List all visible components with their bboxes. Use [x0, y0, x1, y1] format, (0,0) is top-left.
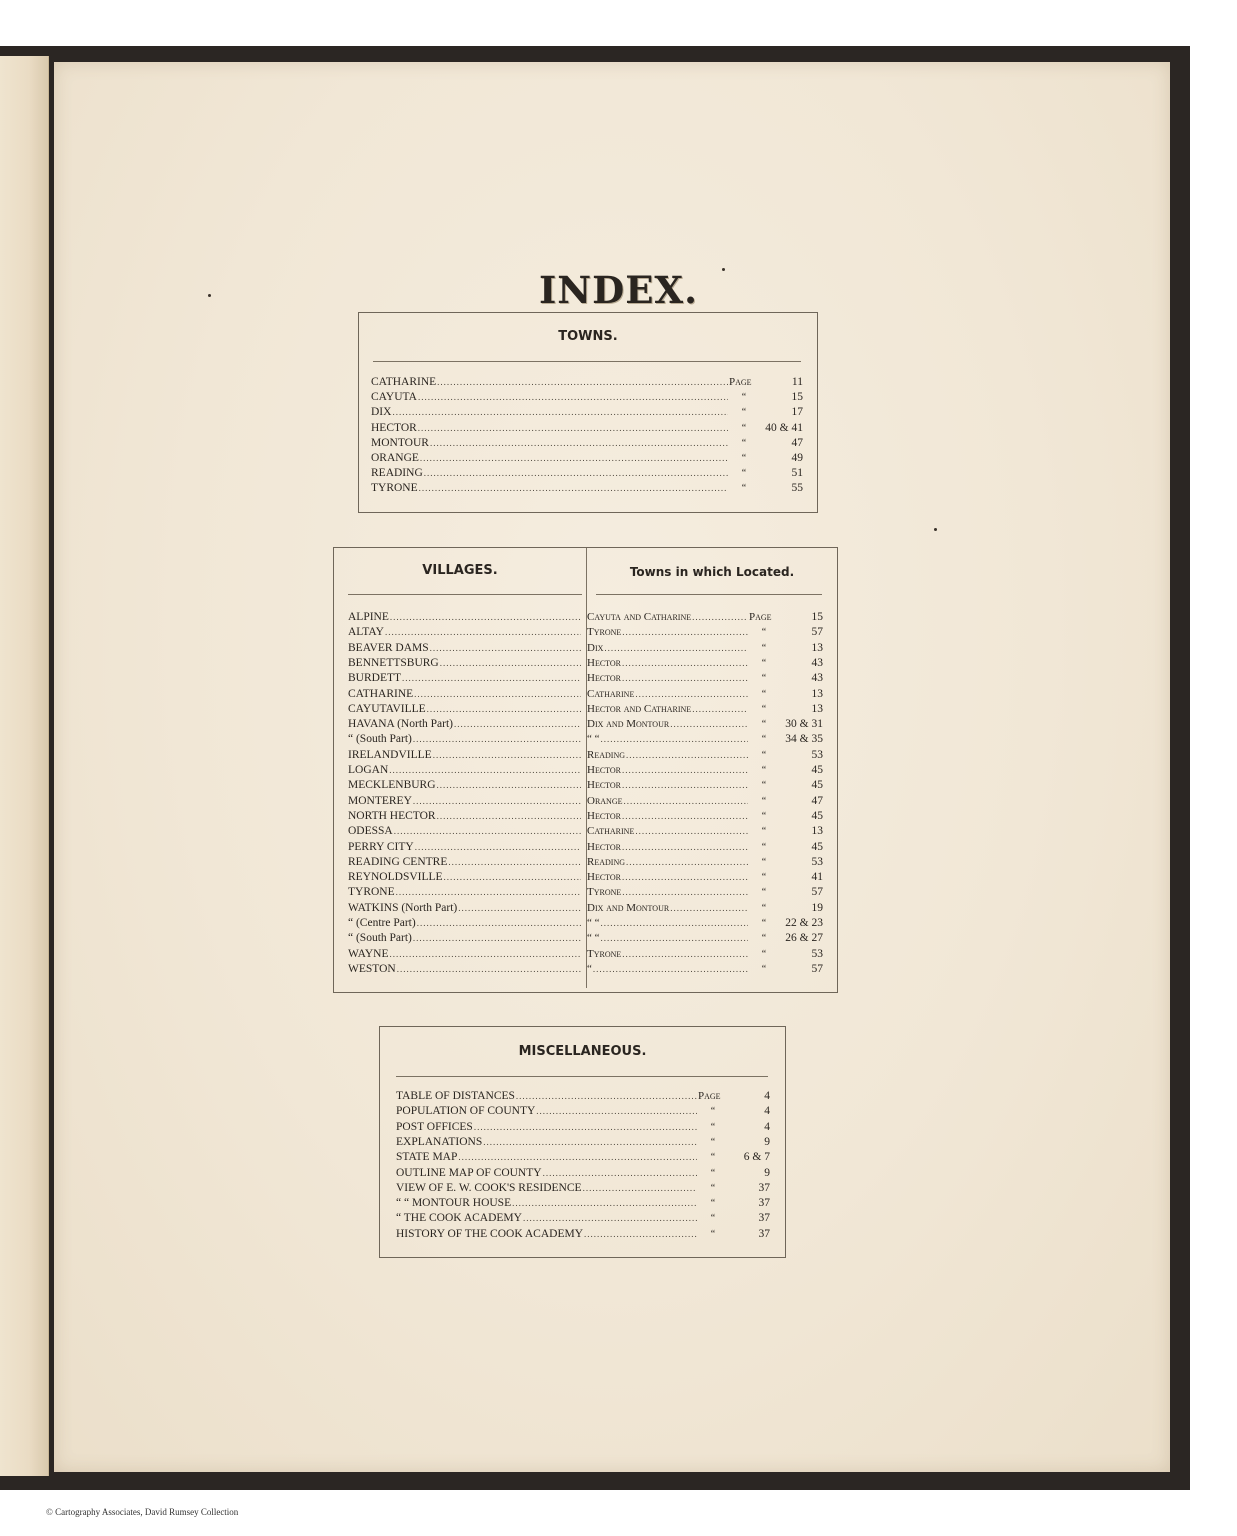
ditto-mark: “: [761, 841, 767, 853]
village-location-row: [587, 671, 823, 686]
leader-dots: [523, 1211, 697, 1226]
village-row: [348, 824, 582, 839]
page-number: 41: [811, 871, 823, 884]
page-number: 4: [764, 1090, 770, 1102]
village-name: NORTH HECTOR: [348, 809, 436, 822]
page-number: 4: [764, 1120, 770, 1133]
page-number: 45: [811, 809, 823, 822]
leader-dots: [394, 824, 581, 839]
leader-dots: [622, 947, 748, 962]
town-located: Tyrone: [587, 947, 622, 960]
ditto-mark: “: [710, 1106, 716, 1118]
index-row: [396, 1211, 770, 1226]
ditto-mark: “: [710, 1136, 716, 1148]
leader-dots: [402, 671, 581, 686]
leader-dots: [622, 763, 748, 778]
village-location-row: [587, 702, 823, 717]
page-number: 45: [811, 840, 823, 853]
town-located: Hector: [587, 840, 622, 853]
village-row: [348, 625, 582, 640]
village-name: ALTAY: [348, 626, 384, 639]
village-name: CAYUTAVILLE: [348, 702, 426, 715]
village-location-row: [587, 763, 823, 778]
index-row: [396, 1196, 770, 1211]
page-number: 15: [791, 391, 803, 404]
leader-dots: [483, 1135, 697, 1150]
leader-dots: [397, 962, 581, 977]
index-row: [371, 466, 803, 481]
ditto-mark: “: [761, 918, 767, 929]
leader-dots: [413, 931, 581, 946]
entry-name: TABLE OF DISTANCES: [396, 1090, 515, 1102]
leader-dots: [622, 840, 748, 855]
village-name: BURDETT: [348, 672, 402, 685]
page-number: 40 & 41: [765, 421, 803, 434]
villages-box: [333, 547, 838, 993]
leader-dots: [601, 931, 748, 946]
town-located: Hector: [587, 764, 622, 776]
entry-name: TYRONE: [371, 482, 418, 495]
located-heading: Towns in which Located.: [629, 565, 795, 579]
village-location-row: [587, 947, 823, 962]
town-located: Hector: [587, 656, 622, 669]
village-name: “ (South Part): [348, 932, 412, 945]
village-name: PERRY CITY: [348, 840, 414, 853]
leader-dots: [622, 671, 748, 686]
leader-dots: [454, 717, 581, 732]
leader-dots: [622, 625, 748, 640]
ditto-mark: “: [761, 703, 767, 715]
village-row: [348, 840, 582, 855]
village-name: MONTEREY: [348, 794, 412, 807]
village-row: [348, 732, 582, 747]
ditto-mark: “: [761, 795, 767, 807]
leader-dots: [635, 687, 748, 702]
town-located: “ “: [587, 932, 600, 945]
town-located: Dix and Montour: [587, 718, 670, 731]
page-number: 13: [811, 825, 823, 838]
entry-name: OUTLINE MAP OF COUNTY: [396, 1166, 542, 1179]
page-number: 43: [811, 656, 823, 669]
ditto-mark: “: [761, 719, 767, 731]
page-number: 53: [811, 947, 823, 960]
leader-dots: [396, 885, 581, 900]
town-located: Reading: [587, 855, 625, 868]
ditto-mark: “: [761, 688, 767, 700]
page-number: 45: [811, 779, 823, 792]
leader-dots: [512, 1196, 697, 1211]
page-number: 37: [758, 1212, 770, 1225]
entry-name: POST OFFICES: [396, 1120, 473, 1133]
leader-dots: [670, 717, 748, 732]
village-location-row: [587, 794, 823, 809]
village-row: [348, 763, 582, 778]
leader-dots: [437, 375, 728, 390]
index-row: [396, 1166, 770, 1181]
entry-name: POPULATION OF COUNTY: [396, 1105, 536, 1118]
leader-dots: [418, 390, 728, 405]
page-number: 34 & 35: [785, 733, 823, 746]
page-number: 55: [791, 482, 803, 495]
village-location-row: [587, 870, 823, 885]
village-row: [348, 870, 582, 885]
leader-dots: [419, 481, 728, 496]
leader-dots: [420, 451, 728, 466]
page-label: Page: [749, 611, 772, 623]
village-location-row: [587, 931, 823, 946]
page-number: 43: [811, 672, 823, 685]
town-located: “ “: [587, 917, 600, 929]
village-location-row: [587, 610, 823, 625]
page-number: 26 & 27: [785, 932, 823, 945]
village-row: [348, 656, 582, 671]
village-location-row: [587, 778, 823, 793]
index-row: [371, 451, 803, 466]
page-number: 57: [811, 962, 823, 975]
village-name: WATKINS (North Part): [348, 901, 458, 914]
ditto-mark: “: [741, 392, 747, 404]
page-label: Page: [729, 376, 752, 388]
index-row: [371, 421, 803, 436]
leader-dots: [601, 916, 748, 931]
leader-dots: [389, 947, 581, 962]
ditto-mark: “: [710, 1198, 716, 1210]
leader-dots: [692, 610, 748, 625]
index-row: [396, 1089, 770, 1104]
index-row: [396, 1104, 770, 1119]
town-located: Tyrone: [587, 626, 622, 639]
villages-heading: VILLAGES.: [422, 563, 498, 578]
leader-dots: [622, 656, 748, 671]
leader-dots: [474, 1120, 697, 1135]
village-location-row: [587, 748, 823, 763]
town-located: Dix and Montour: [587, 901, 670, 914]
index-row: [371, 405, 803, 420]
village-location-row: [587, 656, 823, 671]
ditto-mark: “: [761, 765, 767, 776]
village-name: MECKLENBURG: [348, 779, 436, 792]
leader-dots: [392, 405, 728, 420]
village-name: BENNETTSBURG: [348, 656, 439, 669]
village-name: ALPINE: [348, 611, 389, 623]
leader-dots: [670, 901, 748, 916]
page-number: 47: [791, 436, 803, 449]
village-row: [348, 610, 582, 625]
leader-dots: [458, 1150, 697, 1165]
towns-heading-rule: [373, 361, 801, 362]
ditto-mark: “: [761, 657, 767, 669]
leader-dots: [427, 702, 581, 717]
entry-name: “ “ MONTOUR HOUSE: [396, 1197, 512, 1210]
town-located: Tyrone: [587, 886, 622, 899]
page-number: 57: [811, 626, 823, 639]
village-row: [348, 702, 582, 717]
town-located: Dix: [587, 641, 604, 654]
entry-name: CAYUTA: [371, 391, 417, 404]
leader-dots: [437, 809, 581, 824]
village-location-row: [587, 717, 823, 732]
village-location-row: [587, 625, 823, 640]
entry-name: READING: [371, 467, 423, 480]
leader-dots: [626, 855, 748, 870]
entry-name: EXPLANATIONS: [396, 1135, 483, 1148]
leader-dots: [424, 466, 728, 481]
village-name: ODESSA: [348, 825, 393, 838]
village-name: HAVANA (North Part): [348, 718, 453, 731]
village-location-row: [587, 962, 823, 977]
town-located: Hector: [587, 779, 622, 792]
page-number: 17: [791, 406, 803, 419]
page-number: 51: [791, 467, 803, 480]
leader-dots: [635, 824, 748, 839]
village-location-row: [587, 824, 823, 839]
leader-dots: [385, 625, 581, 640]
entry-name: “ THE COOK ACADEMY: [396, 1212, 522, 1225]
ditto-mark: “: [761, 734, 767, 746]
ditto-mark: “: [761, 780, 767, 792]
town-located: Orange: [587, 794, 623, 807]
village-row: [348, 809, 582, 824]
village-name: WAYNE: [348, 947, 389, 960]
leader-dots: [430, 641, 581, 656]
page-number: 22 & 23: [785, 917, 823, 929]
page-number: 9: [764, 1166, 770, 1179]
ditto-mark: “: [761, 826, 767, 838]
leader-dots: [536, 1104, 697, 1119]
miscellaneous-heading: MISCELLANEOUS.: [518, 1044, 647, 1059]
leader-dots: [622, 809, 748, 824]
entry-name: MONTOUR: [371, 436, 429, 449]
miscellaneous-heading-rule: [396, 1076, 768, 1077]
page-number: 57: [811, 886, 823, 899]
village-row: [348, 687, 582, 702]
village-location-row: [587, 809, 823, 824]
leader-dots: [448, 855, 581, 870]
leader-dots: [433, 748, 581, 763]
leader-dots: [389, 763, 581, 778]
index-row: [371, 390, 803, 405]
leader-dots: [622, 870, 748, 885]
village-row: [348, 962, 582, 977]
village-row: [348, 901, 582, 916]
page-number: 15: [811, 611, 823, 623]
village-name: REYNOLDSVILLE: [348, 871, 443, 884]
ditto-mark: “: [710, 1152, 716, 1164]
village-row: [348, 641, 582, 656]
leader-dots: [414, 687, 581, 702]
village-name: TYRONE: [348, 886, 395, 899]
leader-dots: [584, 1227, 697, 1242]
ditto-mark: “: [741, 468, 747, 480]
page-number: 49: [791, 452, 803, 464]
ditto-mark: “: [741, 407, 747, 419]
village-row: [348, 671, 582, 686]
town-located: “ “: [587, 733, 600, 746]
town-located: Catharine: [587, 825, 635, 838]
towns-box: [358, 312, 818, 513]
miscellaneous-box: [379, 1026, 786, 1258]
leader-dots: [593, 962, 748, 977]
page-number: 30 & 31: [785, 718, 823, 731]
page-number: 45: [811, 764, 823, 776]
ditto-mark: “: [761, 963, 767, 975]
ditto-mark: “: [741, 437, 747, 449]
ditto-mark: “: [761, 902, 767, 914]
village-location-row: [587, 916, 823, 931]
village-name: CATHARINE: [348, 687, 414, 700]
page-title: INDEX.: [538, 268, 698, 312]
town-located: Hector and Catharine: [587, 702, 692, 715]
index-row: [396, 1120, 770, 1135]
ditto-mark: “: [761, 887, 767, 899]
page-number: 37: [758, 1227, 770, 1240]
index-row: [396, 1150, 770, 1165]
village-location-row: [587, 687, 823, 702]
leader-dots: [413, 794, 581, 809]
village-row: [348, 931, 582, 946]
entry-name: DIX: [371, 406, 392, 419]
leader-dots: [583, 1181, 697, 1196]
village-location-row: [587, 732, 823, 747]
ditto-mark: “: [741, 483, 747, 495]
leader-dots: [692, 702, 748, 717]
village-name: BEAVER DAMS: [348, 641, 429, 654]
leader-dots: [390, 610, 581, 625]
town-located: Hector: [587, 672, 622, 685]
entry-name: HECTOR: [371, 421, 417, 434]
village-name: “ (Centre Part): [348, 917, 416, 929]
village-row: [348, 947, 582, 962]
index-row: [396, 1227, 770, 1242]
leader-dots: [622, 885, 748, 900]
page-number: 19: [811, 901, 823, 914]
page-number: 6 & 7: [743, 1151, 770, 1164]
page-number: 11: [791, 376, 803, 388]
village-location-row: [587, 901, 823, 916]
village-name: WESTON: [348, 962, 396, 975]
leader-dots: [516, 1089, 697, 1104]
leader-dots: [458, 901, 581, 916]
village-row: [348, 778, 582, 793]
located-heading-rule: [596, 594, 822, 595]
leader-dots: [543, 1166, 697, 1181]
leader-dots: [440, 656, 581, 671]
villages-heading-rule: [348, 594, 582, 595]
ditto-mark: “: [761, 810, 767, 822]
ditto-mark: “: [761, 642, 767, 654]
index-row: [371, 481, 803, 496]
ditto-mark: “: [761, 933, 767, 945]
village-row: [348, 885, 582, 900]
ditto-mark: “: [741, 453, 747, 464]
town-located: Catharine: [587, 687, 635, 700]
page-number: 4: [764, 1105, 770, 1118]
towns-heading: TOWNS.: [558, 329, 618, 344]
page-number: 53: [811, 748, 823, 761]
leader-dots: [622, 778, 748, 793]
leader-dots: [626, 748, 748, 763]
leader-dots: [415, 840, 581, 855]
village-location-row: [587, 855, 823, 870]
village-row: [348, 794, 582, 809]
index-row: [396, 1181, 770, 1196]
ditto-mark: “: [710, 1228, 716, 1240]
village-name: IRELANDVILLE: [348, 748, 432, 761]
ditto-mark: “: [710, 1121, 716, 1133]
leader-dots: [430, 436, 728, 451]
town-located: “: [587, 962, 592, 975]
village-name: LOGAN: [348, 764, 389, 776]
leader-dots: [601, 732, 748, 747]
page-number: 53: [811, 855, 823, 868]
index-row: [371, 436, 803, 451]
village-row: [348, 717, 582, 732]
page-label: Page: [698, 1090, 721, 1102]
leader-dots: [437, 778, 581, 793]
page-number: 37: [758, 1181, 770, 1194]
ditto-mark: “: [710, 1167, 716, 1179]
town-located: Hector: [587, 809, 622, 822]
leader-dots: [418, 421, 728, 436]
page-number: 13: [811, 702, 823, 715]
ditto-mark: “: [710, 1213, 716, 1225]
town-located: Cayuta and Catharine: [587, 611, 692, 623]
ditto-mark: “: [761, 749, 767, 761]
page-number: 9: [764, 1135, 770, 1148]
ditto-mark: “: [761, 948, 767, 960]
leader-dots: [417, 916, 581, 931]
village-row: [348, 748, 582, 763]
village-location-row: [587, 641, 823, 656]
ditto-mark: “: [761, 872, 767, 884]
ditto-mark: “: [710, 1182, 716, 1194]
entry-name: CATHARINE: [371, 376, 437, 388]
leader-dots: [624, 794, 749, 809]
index-row: [371, 375, 803, 390]
page-number: 37: [758, 1197, 770, 1210]
page-speck: [934, 528, 937, 531]
entry-name: VIEW OF E. W. COOK'S RESIDENCE: [396, 1181, 582, 1194]
ditto-mark: “: [761, 856, 767, 868]
page-number: 13: [811, 641, 823, 654]
village-row: [348, 916, 582, 931]
page-number: 47: [811, 794, 823, 807]
village-row: [348, 855, 582, 870]
ditto-mark: “: [761, 627, 767, 639]
town-located: Hector: [587, 871, 622, 884]
ditto-mark: “: [741, 422, 747, 434]
entry-name: HISTORY OF THE COOK ACADEMY: [396, 1227, 584, 1240]
leader-dots: [604, 641, 748, 656]
ditto-mark: “: [761, 673, 767, 685]
leader-dots: [413, 732, 581, 747]
entry-name: STATE MAP: [396, 1151, 458, 1164]
village-name: “ (South Part): [348, 733, 412, 746]
entry-name: ORANGE: [371, 452, 419, 464]
page-number: 13: [811, 687, 823, 700]
leader-dots: [444, 870, 581, 885]
index-row: [396, 1135, 770, 1150]
village-location-row: [587, 885, 823, 900]
village-name: READING CENTRE: [348, 855, 448, 868]
town-located: Reading: [587, 748, 625, 761]
village-location-row: [587, 840, 823, 855]
credit-line: © Cartography Associates, David Rumsey Collection: [46, 1507, 239, 1517]
